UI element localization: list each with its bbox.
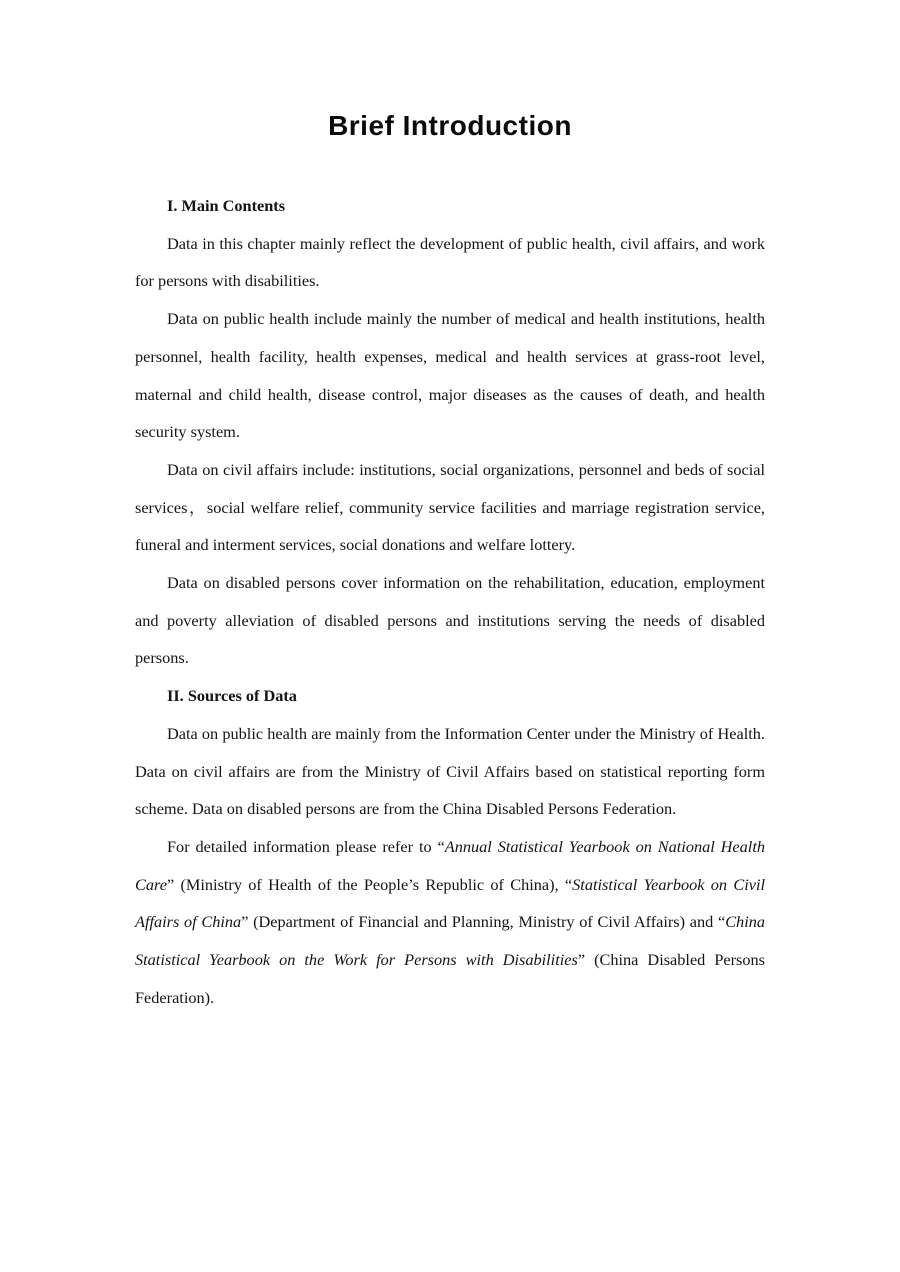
body-paragraph [135, 828, 765, 1017]
text-run: Data on disabled persons cover information on the rehabilitation, education, employment and poverty alleviation of disabled persons and institutions serving the needs of disabled persons. [135, 573, 765, 668]
italic-book-title: China Statistical Yearbook on the Work for Persons with Disabilities [135, 912, 765, 970]
text-run: ” (Department of Financial and Planning, Ministry of Civil Affairs) and “ [241, 912, 726, 932]
body-paragraph [135, 300, 765, 451]
section-heading [135, 677, 765, 715]
document-body [135, 187, 765, 1016]
text-run: Data on public health include mainly the number of medical and health institutions, health personnel, health facility, health expenses, medical and health services at grass-root level, maternal and child health, disease control, major diseases as the causes of death, and health security system. [135, 309, 765, 442]
text-run: ” (Ministry of Health of the People’s Republic of China), “ [166, 874, 573, 894]
text-run: Data on public health are mainly from the Information Center under the Ministry of Health. Data on civil affairs are from the Ministry of Civil Affairs based on statistical reporting form scheme. Data on disabled persons are from the China Disabled Persons Federation. [135, 723, 765, 819]
italic-book-title: Statistical Yearbook on Civil Affairs of China [135, 874, 766, 932]
section-heading [135, 187, 765, 225]
text-run: ” (China Disabled Persons Federation). [135, 950, 765, 1007]
body-paragraph [135, 564, 765, 677]
body-paragraph [135, 715, 765, 828]
text-run: I. Main Contents [167, 196, 286, 215]
body-paragraph [135, 225, 765, 300]
italic-book-title: Annual Statistical Yearbook on National Health Care [135, 836, 765, 894]
text-run: Data in this chapter mainly reflect the development of public health, civil affairs, and work for persons with disabilities. [135, 233, 765, 291]
text-run: Data on civil affairs include: institutions, social organizations, personnel and beds of social services，social welfare relief, community service facilities and marriage registration service, funeral and interment services, social donations and welfare lottery. [135, 459, 765, 555]
page-title: Brief Introduction [328, 110, 572, 141]
text-run: For detailed information please refer to “ [167, 836, 445, 856]
body-paragraph [135, 451, 765, 564]
text-run: II. Sources of Data [167, 686, 297, 706]
